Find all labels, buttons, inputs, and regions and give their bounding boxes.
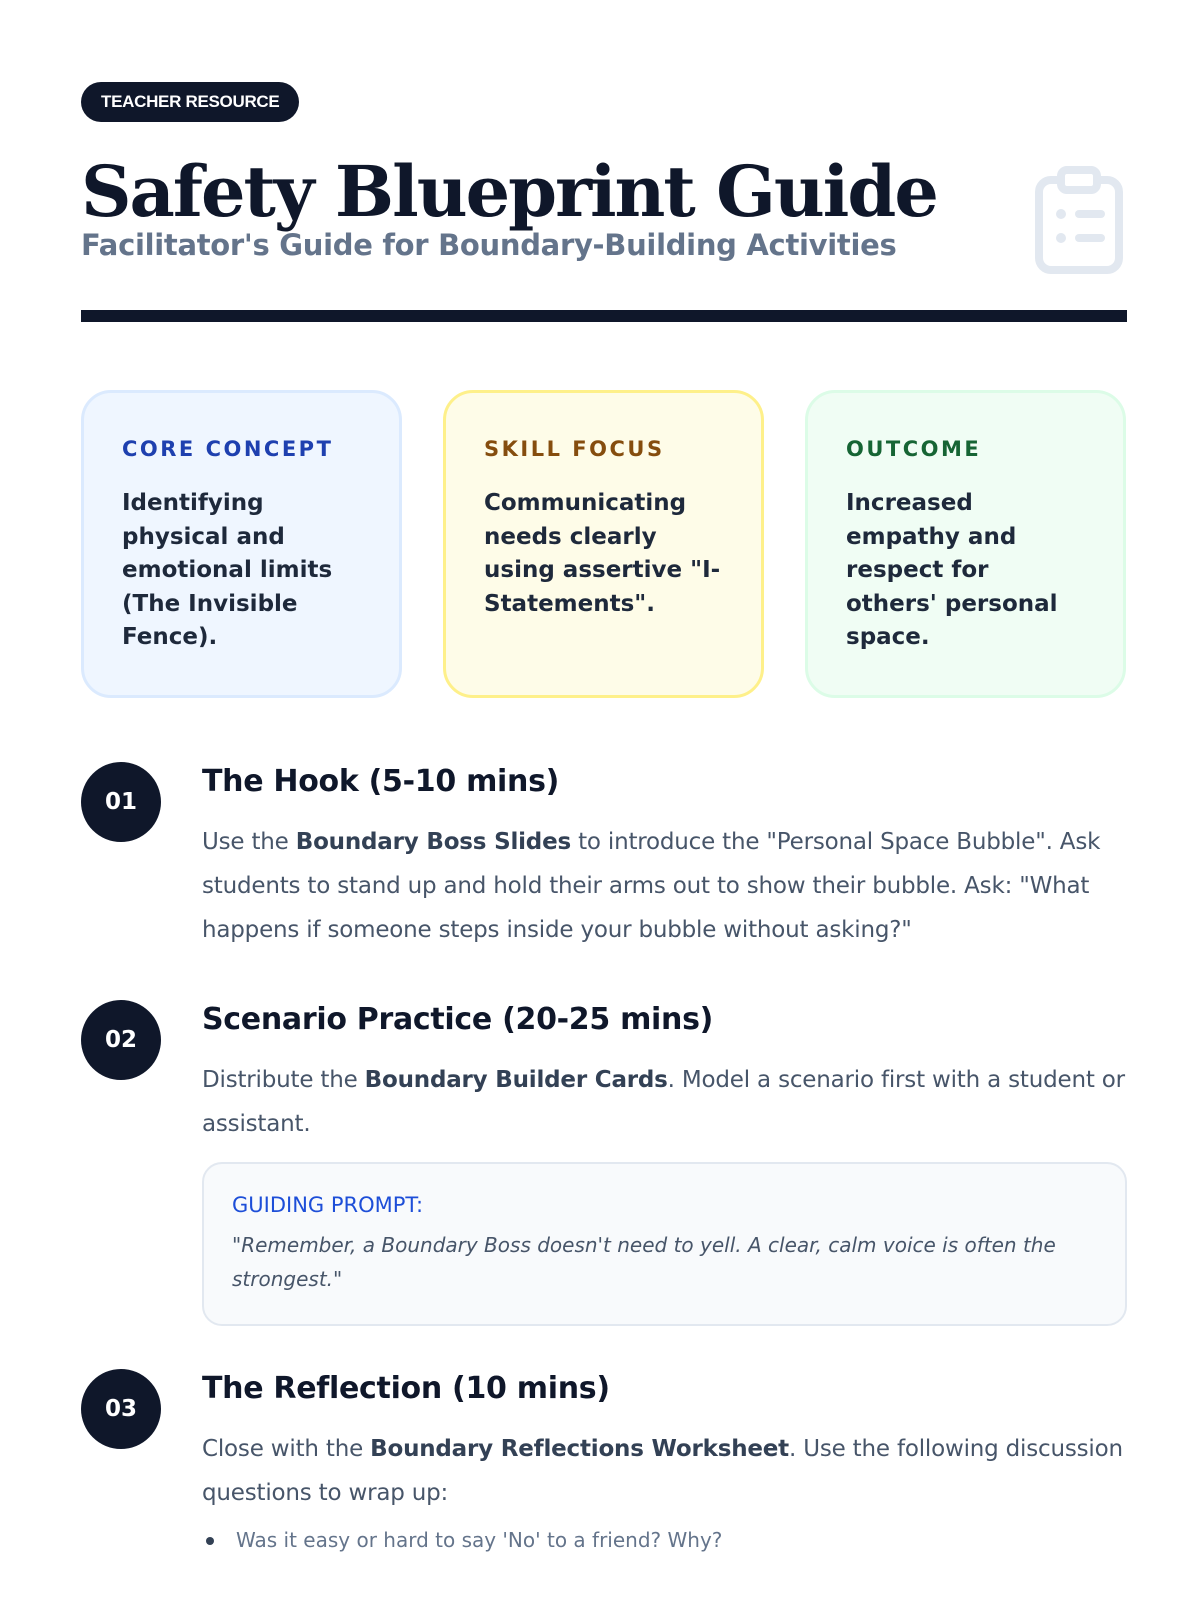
header-divider (81, 310, 1127, 322)
core-concept-card (81, 390, 402, 698)
card-text: Identifying physical and emotional limits (The Invisible Fence). (122, 490, 333, 650)
page-subtitle: Facilitator's Guide for Boundary-Building Activities (81, 228, 897, 262)
list-item: Was it easy or hard to say 'No' to a friend? Why? (202, 1525, 1127, 1555)
resource-name: Boundary Builder Cards (364, 1067, 668, 1093)
guide-page (81, 82, 1127, 1552)
step-title: The Hook (5-10 mins) (202, 764, 560, 799)
clipboard-list-icon (1035, 166, 1131, 274)
teacher-resource-badge: TEACHER RESOURCE (81, 82, 299, 122)
step-title: The Reflection (10 mins) (202, 1371, 610, 1406)
card-label: CORE CONCEPT (122, 437, 334, 461)
card-label: OUTCOME (846, 437, 982, 461)
step-number-badge: 03 (81, 1369, 161, 1449)
card-text: Communicating needs clearly using assertive "I-Statements". (484, 490, 721, 617)
step-description: Use the Boundary Boss Slides to introduce the "Personal Space Bubble". Ask students to stand up and hold their arms out to show their bubble. Ask: "What happens if someone steps inside your bubble without asking?" (202, 829, 1101, 943)
step-description: Distribute the Boundary Builder Cards. Model a scenario first with a student or assistant. (202, 1067, 1125, 1137)
resource-name: Boundary Boss Slides (295, 829, 571, 855)
page-title: Safety Blueprint Guide (81, 150, 937, 233)
guiding-prompt-box (202, 1162, 1127, 1326)
step-title: Scenario Practice (20-25 mins) (202, 1002, 714, 1037)
outcome-card (805, 390, 1126, 698)
step-description: Close with the Boundary Reflections Worksheet. Use the following discussion questions to wrap up: (202, 1436, 1123, 1506)
resource-name: Boundary Reflections Worksheet (370, 1436, 789, 1462)
step-number-badge: 02 (81, 1000, 161, 1080)
prompt-label: GUIDING PROMPT: (232, 1193, 424, 1217)
summary-cards (81, 390, 1127, 698)
card-label: SKILL FOCUS (484, 437, 665, 461)
skill-focus-card (443, 390, 764, 698)
step-number-badge: 01 (81, 762, 161, 842)
card-text: Increased empathy and respect for others' personal space. (846, 490, 1058, 650)
discussion-questions (202, 1525, 1127, 1555)
prompt-text: "Remember, a Boundary Boss doesn't need to yell. A clear, calm voice is often the strongest." (232, 1233, 1056, 1291)
